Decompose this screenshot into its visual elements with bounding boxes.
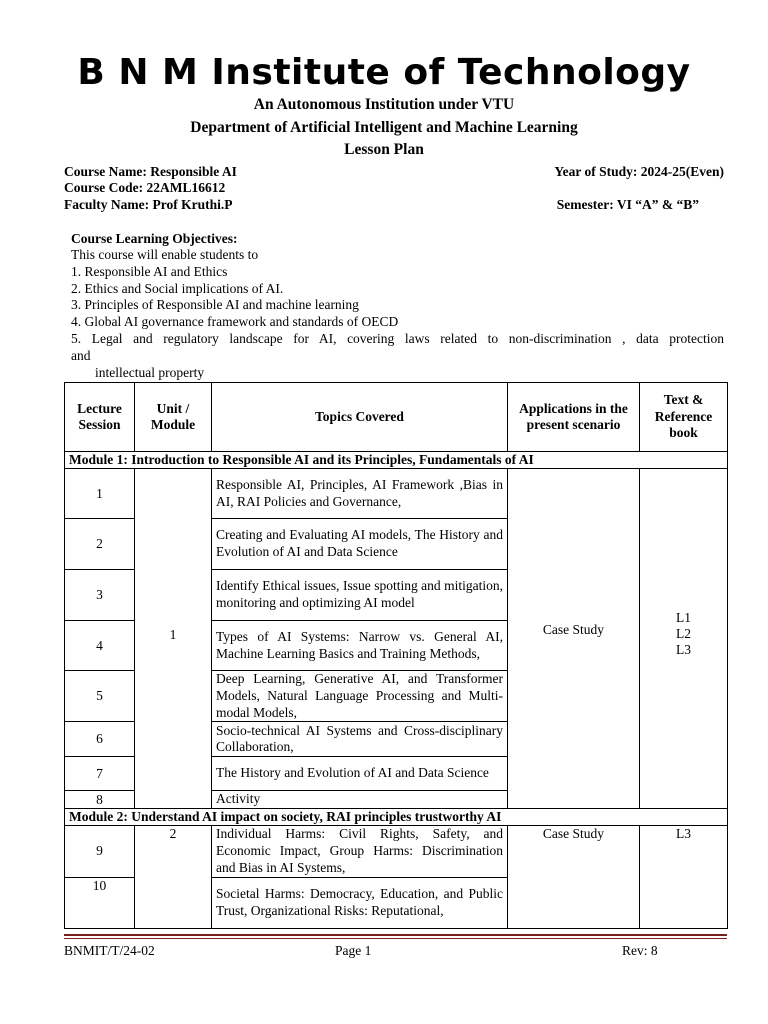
- session-number: 3: [65, 570, 135, 621]
- objective-item: 2. Ethics and Social implications of AI.: [71, 281, 284, 296]
- topic-cell: Activity: [212, 791, 508, 809]
- objectives-heading: Course Learning Objectives:: [71, 231, 238, 246]
- topic-cell: Socio-technical AI Systems and Cross-disciplinary Collaboration,: [212, 722, 508, 757]
- module-1-title: Module 1: Introduction to Responsible AI and its Principles, Fundamentals of AI: [65, 452, 728, 469]
- session-number: 5: [65, 671, 135, 722]
- session-number: 10: [65, 877, 135, 928]
- table-header-row: [65, 383, 728, 452]
- session-number: 8: [65, 791, 135, 809]
- table-row: [65, 826, 728, 877]
- topic-cell: Responsible AI, Principles, AI Framework ,Bias in AI, RAI Policies and Governance,: [212, 469, 508, 519]
- department-line: Department of Artificial Intelligent and Machine Learning: [190, 119, 578, 136]
- topic-cell: Creating and Evaluating AI models, The History and Evolution of AI and Data Science: [212, 519, 508, 570]
- module-heading-row: [65, 452, 728, 469]
- session-number: 6: [65, 722, 135, 757]
- topic-cell: Deep Learning, Generative AI, and Transformer Models, Natural Language Processing and Multi-modal Models,: [212, 671, 508, 722]
- footer-rule: [64, 934, 727, 939]
- objective-item: 3. Principles of Responsible AI and machine learning: [71, 297, 359, 312]
- document-code: BNMIT/T/24-02: [64, 943, 155, 958]
- autonomous-line: An Autonomous Institution under VTU: [253, 96, 515, 113]
- table-row: [65, 469, 728, 519]
- session-number: 1: [65, 469, 135, 519]
- objective-item: 1. Responsible AI and Ethics: [71, 264, 228, 279]
- session-number: 9: [65, 826, 135, 877]
- objective-item-continued: intellectual property: [95, 365, 205, 380]
- topic-cell: Types of AI Systems: Narrow vs. General AI, Machine Learning Basics and Training Methods,: [212, 621, 508, 671]
- document-title: Lesson Plan: [344, 141, 424, 158]
- semester: Semester: VI “A” & “B”: [556, 197, 699, 212]
- course-name: Course Name: Responsible AI: [64, 164, 237, 179]
- session-number: 2: [65, 519, 135, 570]
- reference-cell: [640, 469, 728, 809]
- topic-cell: Societal Harms: Democracy, Education, and Public Trust, Organizational Risks: Reputational,: [212, 877, 508, 928]
- unit-number: 1: [135, 469, 212, 809]
- header-applications: Applications in the present scenario: [508, 383, 640, 452]
- application-cell: Case Study: [508, 469, 640, 809]
- unit-number: 2: [135, 826, 212, 928]
- course-code: Course Code: 22AML16612: [64, 180, 226, 195]
- topic-cell: The History and Evolution of AI and Data Science: [212, 757, 508, 791]
- page-number: Page 1: [335, 943, 372, 958]
- module-2-title: Module 2: Understand AI impact on society, RAI principles trustworthy AI: [65, 809, 728, 826]
- objective-item: 4. Global AI governance framework and standards of OECD: [71, 314, 399, 329]
- lesson-plan-table: [64, 382, 728, 929]
- session-number: 4: [65, 621, 135, 671]
- topic-cell: Identify Ethical issues, Issue spotting and mitigation, monitoring and optimizing AI model: [212, 570, 508, 621]
- objectives-intro: This course will enable students to: [71, 247, 259, 262]
- year-of-study: Year of Study: 2024-25(Even): [554, 164, 724, 179]
- reference-code: L2: [676, 625, 691, 641]
- header-unit-module: Unit / Module: [135, 383, 212, 452]
- topic-cell: Individual Harms: Civil Rights, Safety, and Economic Impact, Group Harms: Discrimination and Bias in AI Systems,: [212, 826, 508, 877]
- reference-cell: L3: [640, 826, 728, 928]
- header-topics-covered: Topics Covered: [212, 383, 508, 452]
- reference-code: L1: [676, 609, 691, 625]
- institute-name: B N M Institute of Technology: [77, 52, 691, 93]
- header-lecture-session: Lecture Session: [65, 383, 135, 452]
- header-reference-book: Text & Reference book: [640, 383, 728, 452]
- reference-code: L3: [676, 641, 691, 657]
- objective-item-continued: and: [71, 348, 91, 363]
- objective-item: 5. Legal and regulatory landscape for AI, covering laws related to non-discrimination , data protection: [71, 331, 724, 346]
- revision: Rev: 8: [622, 943, 658, 958]
- module-heading-row: [65, 809, 728, 826]
- application-cell: Case Study: [508, 826, 640, 928]
- session-number: 7: [65, 757, 135, 791]
- faculty-name: Faculty Name: Prof Kruthi.P: [64, 197, 233, 212]
